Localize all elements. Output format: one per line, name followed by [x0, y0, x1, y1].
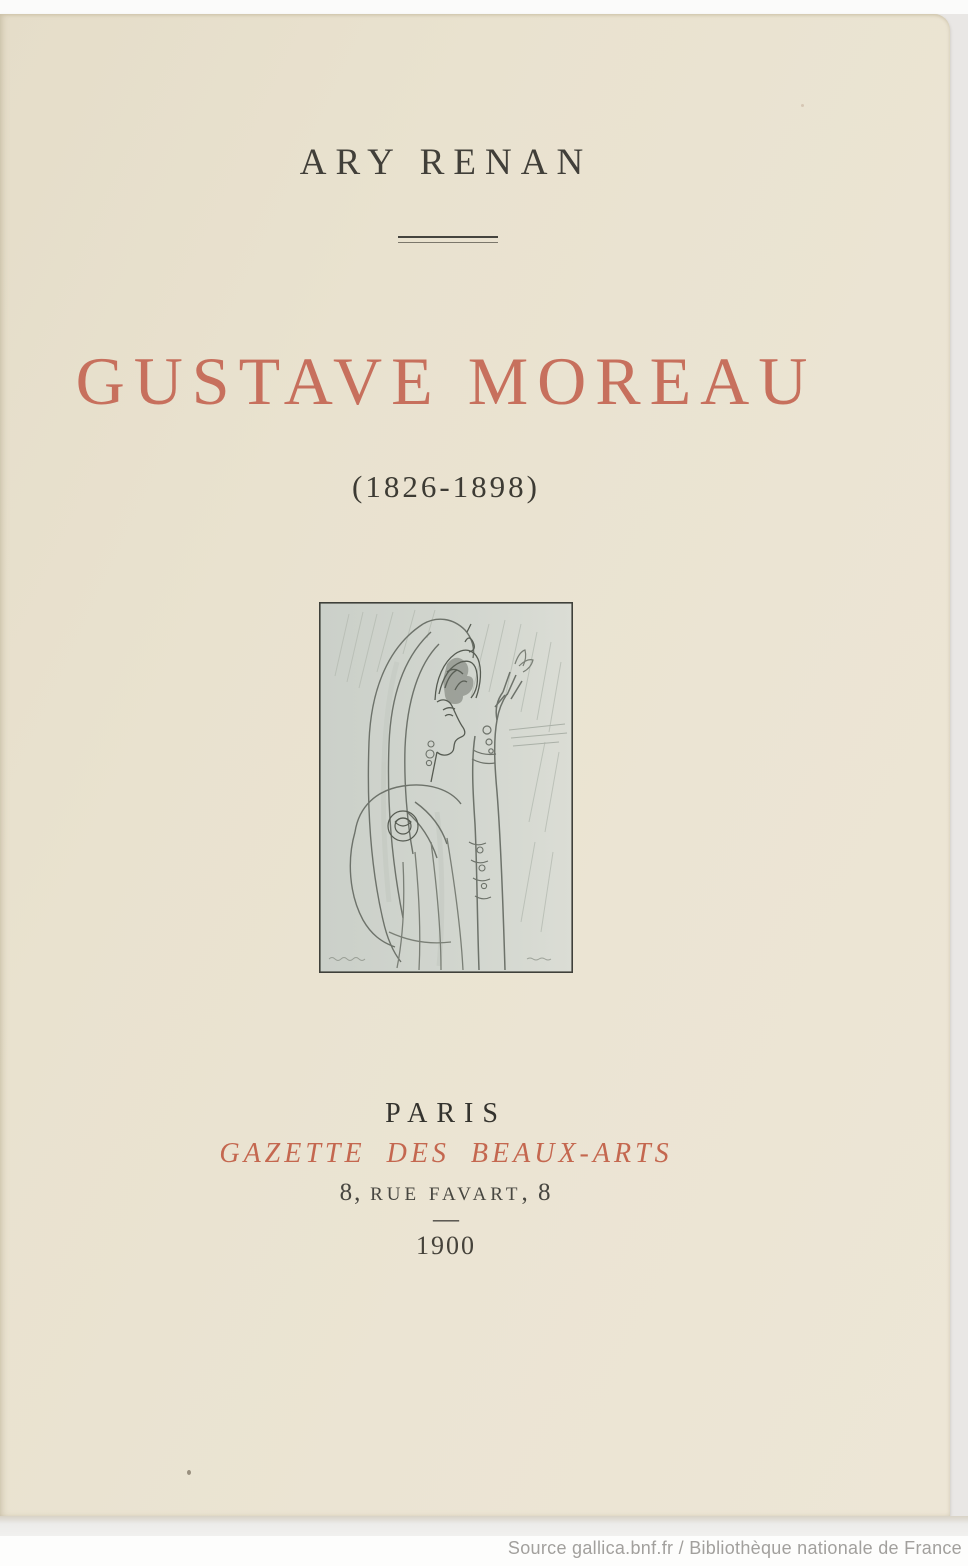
book-title: GUSTAVE MOREAU	[75, 343, 817, 419]
address-street: RUE FAVART	[370, 1184, 522, 1205]
imprint-publisher: GAZETTE DES BEAUX-ARTS	[219, 1138, 673, 1169]
scan-bottom-margin	[0, 1516, 968, 1536]
imprint-address	[0, 1180, 892, 1205]
imprint-separator: —	[433, 1204, 459, 1233]
author-name: ARY RENAN	[299, 142, 593, 183]
frontispiece-plate	[0, 602, 892, 973]
imprint-year: 1900	[416, 1231, 476, 1260]
address-number-left: 8,	[339, 1179, 363, 1206]
imprint-city: PARIS	[385, 1098, 507, 1129]
gallica-credit-bar	[0, 1536, 968, 1566]
divider-rule	[398, 236, 498, 243]
address-number-right: , 8	[521, 1179, 553, 1206]
gallica-credit-text: Source gallica.bnf.fr / Bibliothèque nationale de France	[507, 1538, 962, 1558]
veiled-woman-drawing	[319, 602, 573, 973]
life-dates: (1826-1898)	[352, 469, 540, 504]
